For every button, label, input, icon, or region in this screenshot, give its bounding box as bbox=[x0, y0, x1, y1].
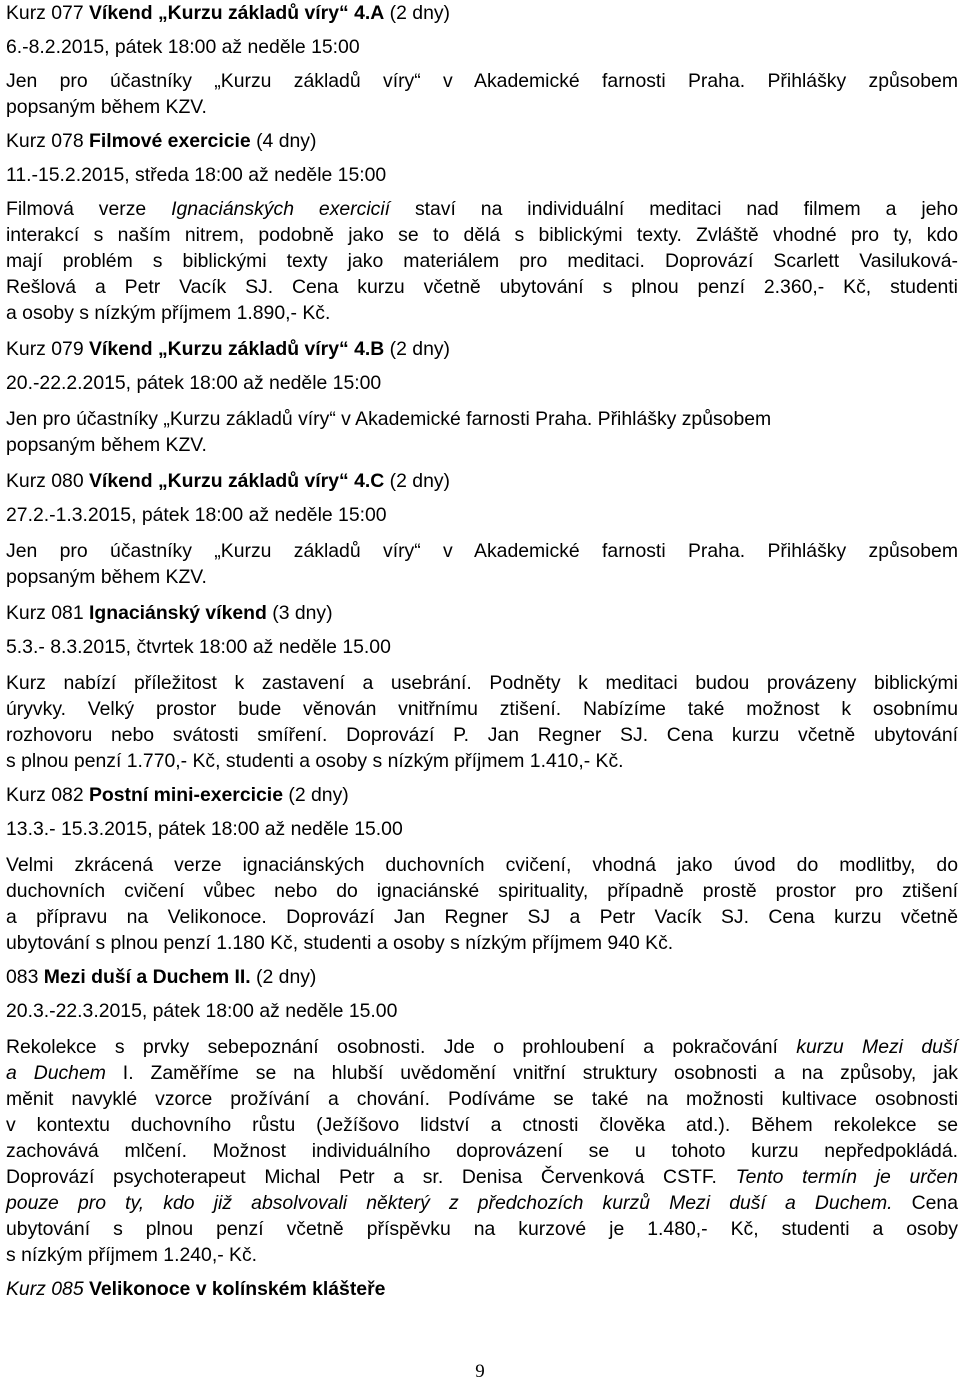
course-duration: (2 dny) bbox=[384, 2, 451, 24]
course-number: 083 bbox=[6, 966, 44, 988]
course-081-heading bbox=[6, 600, 958, 626]
course-number: Kurz 080 bbox=[6, 470, 89, 492]
course-082-heading bbox=[6, 782, 958, 808]
course-title: Víkend „Kurzu základů víry“ 4.A bbox=[89, 2, 385, 24]
course-085-heading bbox=[6, 1276, 958, 1302]
course-078-desc-line: Rešlová a Petr Vacík SJ. Cena kurzu včetně ubytování s plnou penzí 2.360,- Kč, studenti bbox=[6, 276, 958, 298]
course-080-desc-line: popsaným během KZV. bbox=[6, 566, 207, 588]
course-083-desc-line: v kontextu duchovního růstu (Ježíšovo lidství a ctnosti člověka atd.). Během rekolekce se bbox=[6, 1114, 958, 1136]
course-title: Víkend „Kurzu základů víry“ 4.C bbox=[89, 470, 385, 492]
course-082-desc-line: Velmi zkrácená verze ignaciánských duchovních cvičení, vhodná jako úvod do modlitby, do bbox=[6, 854, 958, 876]
course-title: Ignaciánský víkend bbox=[89, 602, 267, 624]
course-duration: (2 dny) bbox=[384, 338, 451, 360]
course-duration: (2 dny) bbox=[384, 470, 451, 492]
course-077-desc-line: popsaným během KZV. bbox=[6, 96, 207, 118]
course-083-date: 20.3.-22.3.2015, pátek 18:00 až neděle 15.00 bbox=[6, 1000, 398, 1022]
course-number: Kurz 078 bbox=[6, 130, 89, 152]
course-083-desc-line: zachovává mlčení. Možnost individuálního doprovázení se u tohoto kurzu nepředpokládá. bbox=[6, 1140, 958, 1162]
desc-text: staví na individuální meditaci nad filmem a jeho bbox=[390, 198, 958, 220]
course-081-desc-line: Kurz nabízí příležitost k zastavení a usebrání. Podněty k meditaci budou provázeny biblickými bbox=[6, 672, 958, 694]
desc-italic: kurzu Mezi duší bbox=[796, 1036, 958, 1058]
course-079-heading bbox=[6, 336, 958, 362]
course-081-date: 5.3.- 8.3.2015, čtvrtek 18:00 až neděle 15.00 bbox=[6, 636, 391, 658]
course-082-date: 13.3.- 15.3.2015, pátek 18:00 až neděle 15.00 bbox=[6, 818, 403, 840]
course-title: Velikonoce v kolínském klášteře bbox=[89, 1278, 386, 1300]
course-080-desc-line: Jen pro účastníky „Kurzu základů víry“ v Akademické farnosti Praha. Přihlášky způsobem bbox=[6, 540, 958, 562]
course-078-desc-line: interakcí s naším nitrem, podobně jako se to dělá s biblickými texty. Zvláště vhodné pro ty, kdo bbox=[6, 224, 958, 246]
course-079-desc-line: popsaným během KZV. bbox=[6, 434, 207, 456]
desc-italic: Ignaciánských exercicií bbox=[171, 198, 391, 220]
desc-text: Filmová verze bbox=[6, 198, 172, 220]
course-number: Kurz 077 bbox=[6, 2, 89, 24]
course-duration: (3 dny) bbox=[266, 602, 333, 624]
course-title: Filmové exercicie bbox=[89, 130, 251, 152]
course-title: Mezi duší a Duchem II. bbox=[43, 966, 251, 988]
course-083-desc-line bbox=[6, 1164, 958, 1190]
course-duration: (4 dny) bbox=[250, 130, 317, 152]
page-number: 9 bbox=[475, 1361, 485, 1382]
course-081-desc-line: rozhovoru nebo svátosti smíření. Doprovází P. Jan Regner SJ. Cena kurzu včetně ubytování bbox=[6, 724, 958, 746]
desc-text: I. Zaměříme se na hlubší uvědomění vnitřní struktury osobnosti a na způsoby, jak bbox=[105, 1062, 958, 1084]
course-083-desc-line bbox=[6, 1060, 958, 1086]
course-082-desc-line: duchovních cvičení vůbec nebo do ignaciánské spirituality, případně prostě prostor pro ztišení bbox=[6, 880, 958, 902]
course-083-desc-line bbox=[6, 1190, 958, 1216]
course-078-desc-line: mají problém s biblickými texty jako materiálem pro meditaci. Doprovází Scarlett Vasiluková- bbox=[6, 250, 958, 272]
desc-text: Rekolekce s prvky sebepoznání osobnosti. Jde o prohloubení a pokračování bbox=[6, 1036, 797, 1058]
course-082-desc-line: a přípravu na Velikonoce. Doprovází Jan Regner SJ a Petr Vacík SJ. Cena kurzu včetně bbox=[6, 906, 958, 928]
document-page bbox=[6, 0, 958, 1384]
course-duration: (2 dny) bbox=[250, 966, 317, 988]
course-083-heading bbox=[6, 964, 958, 990]
course-077-heading bbox=[6, 0, 958, 26]
course-number: Kurz 081 bbox=[6, 602, 89, 624]
course-080-heading bbox=[6, 468, 958, 494]
course-077-date: 6.-8.2.2015, pátek 18:00 až neděle 15:00 bbox=[6, 36, 360, 58]
course-duration: (2 dny) bbox=[282, 784, 349, 806]
course-082-desc-line: ubytování s plnou penzí 1.180 Kč, studenti a osoby s nízkým příjmem 940 Kč. bbox=[6, 932, 674, 954]
course-083-desc-line: ubytování s plnou penzí včetně příspěvku na kurzové je 1.480,- Kč, studenti a osoby bbox=[6, 1218, 958, 1240]
course-title: Víkend „Kurzu základů víry“ 4.B bbox=[89, 338, 385, 360]
course-number: Kurz 082 bbox=[6, 784, 89, 806]
course-080-date: 27.2.-1.3.2015, pátek 18:00 až neděle 15:00 bbox=[6, 504, 387, 526]
desc-italic: a Duchem bbox=[6, 1062, 106, 1084]
course-081-desc-line: úryvky. Velký prostor bude věnován vnitřnímu ztišení. Nabízíme také možnost k osobnímu bbox=[6, 698, 958, 720]
course-078-heading bbox=[6, 128, 958, 154]
course-078-desc-line bbox=[6, 196, 958, 222]
course-078-desc-line: a osoby s nízkým příjmem 1.890,- Kč. bbox=[6, 302, 331, 324]
desc-italic: Tento termín je určen bbox=[735, 1166, 958, 1188]
course-077-desc-line: Jen pro účastníky „Kurzu základů víry“ v Akademické farnosti Praha. Přihlášky způsobem bbox=[6, 70, 958, 92]
course-number: Kurz 079 bbox=[6, 338, 89, 360]
course-title: Postní mini-exercicie bbox=[89, 784, 283, 806]
course-083-desc-line bbox=[6, 1034, 958, 1060]
desc-italic: pouze pro ty, kdo již absolvovali některý z předchozích kurzů Mezi duší a Duchem. bbox=[6, 1192, 893, 1214]
course-078-date: 11.-15.2.2015, středa 18:00 až neděle 15:00 bbox=[6, 164, 387, 186]
course-079-date: 20.-22.2.2015, pátek 18:00 až neděle 15:00 bbox=[6, 372, 382, 394]
course-083-desc-line: měnit navyklé vzorce prožívání a chování. Podíváme se také na možnosti kultivace osobnosti bbox=[6, 1088, 958, 1110]
course-number: Kurz 085 bbox=[6, 1278, 89, 1300]
course-083-desc-line: s nízkým příjmem 1.240,- Kč. bbox=[6, 1244, 258, 1266]
course-079-desc-line: Jen pro účastníky „Kurzu základů víry“ v Akademické farnosti Praha. Přihlášky způsobem bbox=[6, 408, 772, 430]
desc-text: Doprovází psychoterapeut Michal Petr a sr. Denisa Červenková CSTF. bbox=[6, 1166, 736, 1188]
desc-text: Cena bbox=[892, 1192, 958, 1214]
course-081-desc-line: s plnou penzí 1.770,- Kč, studenti a osoby s nízkým příjmem 1.410,- Kč. bbox=[6, 750, 624, 772]
